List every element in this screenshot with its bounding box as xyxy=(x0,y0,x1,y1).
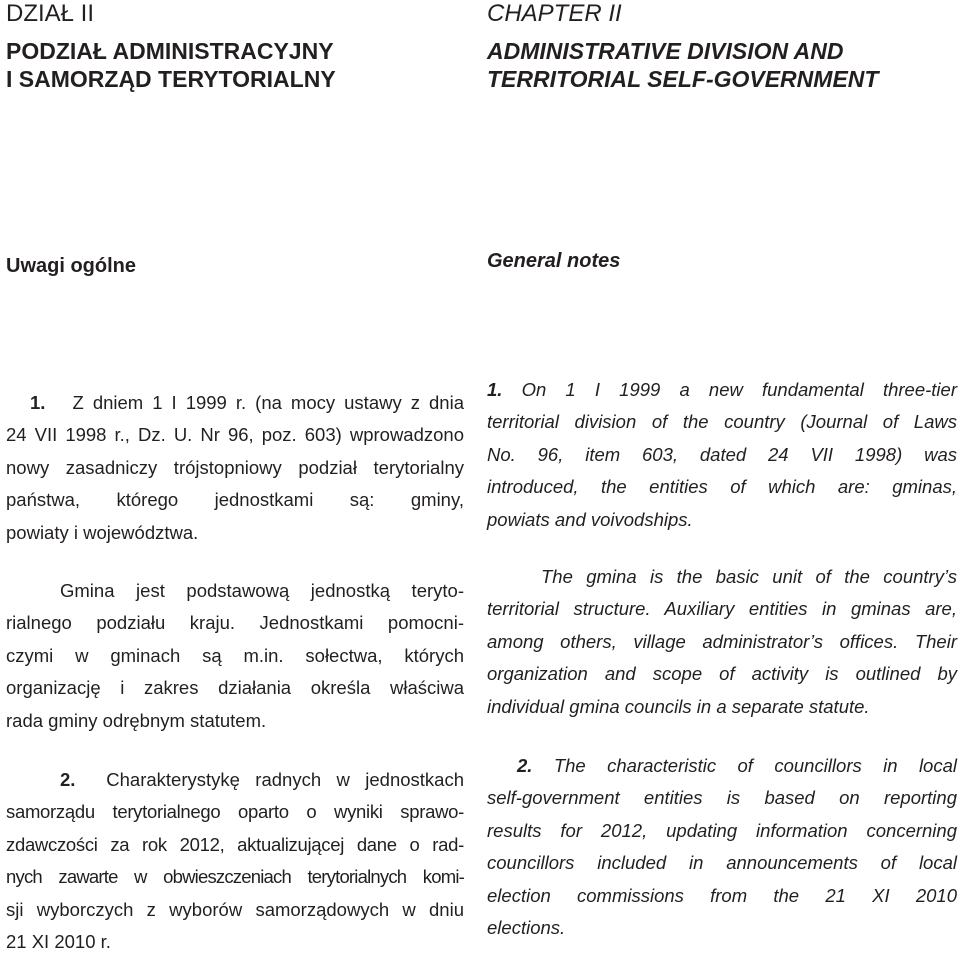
paragraph-2-pl xyxy=(6,764,464,958)
paragraph-2-en-line-3: results for 2012, updating information concerning xyxy=(487,819,957,841)
paragraph-1b-pl-line-4: organizację i zakres działania określa właściwa xyxy=(6,677,464,699)
division-title-en-line-2: TERRITORIAL SELF-GOVERNMENT xyxy=(487,66,879,92)
paragraph-1-en xyxy=(487,374,957,536)
paragraph-1-en-line-4: introduced, the entities of which are: gminas, xyxy=(487,476,957,498)
paragraph-1b-en-line-3: among others, village administrator’s offices. Their xyxy=(487,630,957,652)
division-title-en xyxy=(487,37,957,93)
notes-heading-pl: Uwagi ogólne xyxy=(6,255,136,277)
paragraph-2-pl-line-2: samorządu terytorialnego oparto o wyniki sprawo- xyxy=(6,801,464,823)
paragraph-1b-en xyxy=(487,561,957,723)
paragraph-1-pl-line-4: państwa, którego jednostkami są: gminy, xyxy=(6,489,464,511)
paragraph-1b-en-line-1: The gmina is the basic unit of the country’s xyxy=(541,566,957,587)
paragraph-2-en-number: 2. xyxy=(517,755,533,776)
paragraph-1b-pl-line-3: czymi w gminach są m.in. sołectwa, których xyxy=(6,644,464,666)
paragraph-2-en-line-6: elections. xyxy=(487,917,566,939)
paragraph-2-en-line-1 xyxy=(487,750,957,782)
paragraph-2-pl-number: 2. xyxy=(60,769,76,790)
paragraph-1b-pl-line-2: rialnego podziału kraju. Jednostkami pomocni- xyxy=(6,612,464,634)
chapter-label-en: CHAPTER II xyxy=(487,0,622,27)
paragraph-2-pl-line-3: zdawczości za rok 2012, aktualizującej dane o rad- xyxy=(6,833,464,855)
paragraph-1-pl-line-2: 24 VII 1998 r., Dz. U. Nr 96, poz. 603) wprowadzono xyxy=(6,424,464,446)
paragraph-1-en-line-2: territorial division of the country (Journal of Laws xyxy=(487,411,957,433)
paragraph-2-pl-text-1: Charakterystykę radnych w jednostkach xyxy=(106,769,465,790)
paragraph-1-en-line-3: No. 96, item 603, dated 24 VII 1998) was xyxy=(487,443,957,465)
paragraph-1-pl xyxy=(6,387,464,549)
paragraph-2-pl-line-6: 21 XI 2010 r. xyxy=(6,931,111,953)
paragraph-1-pl-number: 1. xyxy=(30,392,46,413)
division-title-pl-line-2: I SAMORZĄD TERYTORIALNY xyxy=(6,66,336,92)
paragraph-2-pl-line-1 xyxy=(6,764,464,796)
paragraph-1b-en-line-4: organization and scope of activity is outlined by xyxy=(487,663,957,685)
paragraph-1-pl-text-1: Z dniem 1 I 1999 r. (na mocy ustawy z dnia xyxy=(72,392,464,413)
division-title-pl-line-1: PODZIAŁ ADMINISTRACYJNY xyxy=(6,38,334,64)
division-title-en-line-1: ADMINISTRATIVE DIVISION AND xyxy=(487,38,844,64)
paragraph-2-en-text-1: The characteristic of councillors in local xyxy=(553,755,957,776)
notes-heading-en: General notes xyxy=(487,250,621,272)
paragraph-2-pl-line-4: nych zawarte w obwieszczeniach terytorialnych komi- xyxy=(6,866,464,888)
paragraph-1b-pl-line-5: rada gminy odrębnym statutem. xyxy=(6,709,267,731)
paragraph-1-en-line-5: powiats and voivodships. xyxy=(487,508,693,530)
division-title-pl xyxy=(6,37,464,93)
paragraph-2-pl-line-5: sji wyborczych z wyborów samorządowych w dniu xyxy=(6,898,464,920)
paragraph-1-pl-line-1 xyxy=(6,387,464,419)
paragraph-2-en-line-2: self-government entities is based on reporting xyxy=(487,787,957,809)
paragraph-1b-en-line-2: territorial structure. Auxiliary entities in gminas are, xyxy=(487,598,957,620)
paragraph-1b-pl-line-1: Gmina jest podstawową jednostką teryto- xyxy=(60,580,464,601)
paragraph-2-en-line-4: councillors included in announcements of local xyxy=(487,852,957,874)
paragraph-1-en-text-1: On 1 I 1999 a new fundamental three-tier xyxy=(521,379,957,400)
paragraph-2-en-line-5: election commissions from the 21 XI 2010 xyxy=(487,884,957,906)
paragraph-1-pl-line-5: powiaty i województwa. xyxy=(6,521,199,543)
paragraph-2-en xyxy=(487,750,957,944)
paragraph-1b-pl xyxy=(6,575,464,737)
paragraph-1-en-number: 1. xyxy=(487,379,503,400)
paragraph-1-pl-line-3: nowy zasadniczy trójstopniowy podział terytorialny xyxy=(6,456,464,478)
chapter-label-pl: DZIAŁ II xyxy=(6,0,95,27)
paragraph-1-en-line-1 xyxy=(487,374,957,406)
paragraph-1b-en-line-5: individual gmina councils in a separate statute. xyxy=(487,695,870,717)
